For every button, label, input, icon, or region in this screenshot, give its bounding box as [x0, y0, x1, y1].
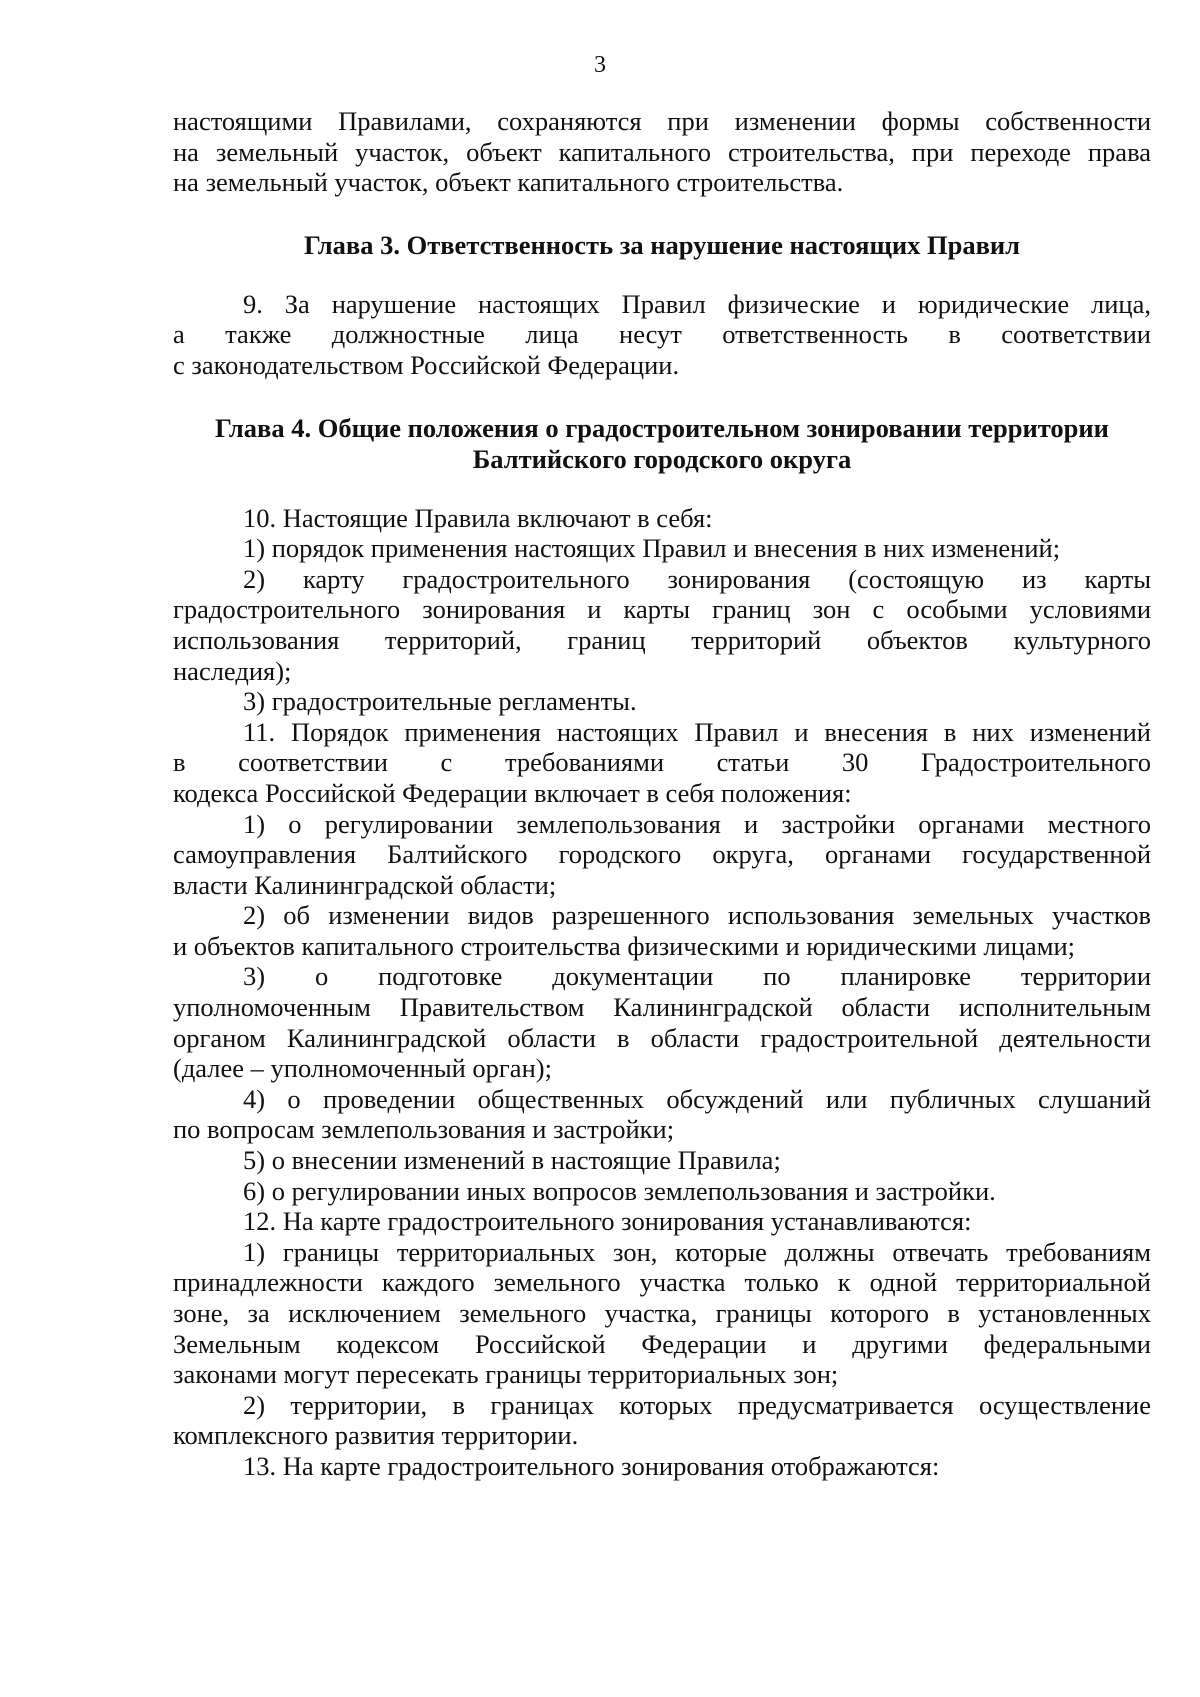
text-line: с законодательством Российской Федерации.: [173, 349, 680, 380]
text-line: принадлежности каждого земельного участка только к одной территориальной: [173, 1267, 1151, 1298]
text-line: органом Калининградской области в области градостроительной деятельности: [173, 1022, 1151, 1053]
text-line: использования территорий, границ территорий объектов культурного: [173, 624, 1151, 655]
text-line: на земельный участок, объект капитального строительства.: [173, 167, 844, 198]
chapter-4-heading-line-1: Глава 4. Общие положения о градостроительном зонировании территории: [215, 412, 1109, 443]
text-line: 1) порядок применения настоящих Правил и внесения в них изменений;: [243, 533, 1061, 564]
text-line: 2) карту градостроительного зонирования (состоящую из карты: [243, 563, 1151, 594]
text-line: в соответствии с требованиями статьи 30 Градостроительного: [173, 747, 1151, 778]
text-line: самоуправления Балтийского городского округа, органами государственной: [173, 839, 1151, 870]
text-line: 2) об изменении видов разрешенного использования земельных участков: [243, 900, 1151, 931]
text-line: 5) о внесении изменений в настоящие Правила;: [243, 1145, 781, 1176]
text-line: 6) о регулировании иных вопросов землепользования и застройки.: [243, 1175, 996, 1206]
text-line: зоне, за исключением земельного участка, границы которого в установленных: [173, 1298, 1151, 1328]
text-line: уполномоченным Правительством Калининградской области исполнительным: [173, 992, 1151, 1023]
text-line: 3) о подготовке документации по планировке территории: [243, 961, 1151, 992]
text-line: а также должностные лица несут ответственность в соответствии: [173, 319, 1151, 350]
text-line: 13. На карте градостроительного зонирования отображаются:: [243, 1450, 940, 1481]
text-line: градостроительного зонирования и карты границ зон с особыми условиями: [173, 594, 1151, 625]
text-line: 2) территории, в границах которых предусматривается осуществление: [243, 1389, 1151, 1420]
text-line: законами могут пересекать границы территориальных зон;: [173, 1359, 839, 1390]
text-line: (далее – уполномоченный орган);: [173, 1053, 552, 1084]
text-line: 3) градостроительные регламенты.: [243, 686, 637, 717]
text-line: 1) о регулировании землепользования и застройки органами местного: [243, 808, 1151, 839]
text-line: настоящими Правилами, сохраняются при изменении формы собственности: [173, 106, 1151, 136]
text-line: 11. Порядок применения настоящих Правил и внесения в них изменений: [243, 716, 1151, 747]
text-line: власти Калининградской области;: [173, 869, 557, 900]
text-line: 4) о проведении общественных обсуждений или публичных слушаний: [243, 1083, 1151, 1114]
text-line: 9. За нарушение настоящих Правил физические и юридические лица,: [243, 288, 1151, 319]
chapter-3-heading: Глава 3. Ответственность за нарушение настоящих Правил: [303, 229, 1021, 260]
page-number: 3: [594, 52, 606, 78]
text-line: 10. Настоящие Правила включают в себя:: [243, 502, 713, 533]
text-line: по вопросам землепользования и застройки;: [173, 1114, 675, 1145]
text-line: на земельный участок, объект капитального строительства, при переходе права: [173, 136, 1151, 167]
text-line: 12. На карте градостроительного зонирования устанавливаются:: [243, 1206, 972, 1237]
text-line: 1) границы территориальных зон, которые должны отвечать требованиям: [243, 1236, 1151, 1267]
text-line: Земельным кодексом Российской Федерации и другими федеральными: [173, 1328, 1151, 1359]
document-body: [173, 106, 1151, 1482]
chapter-4-heading: [173, 413, 1151, 475]
text-line: комплексного развития территории.: [173, 1420, 579, 1451]
text-line: наследия);: [173, 655, 292, 686]
text-line: кодекса Российской Федерации включает в себя положения:: [173, 777, 852, 808]
chapter-4-heading-line-2: Балтийского городского округа: [472, 443, 852, 474]
text-line: и объектов капитального строительства физическими и юридическими лицами;: [173, 930, 1076, 961]
